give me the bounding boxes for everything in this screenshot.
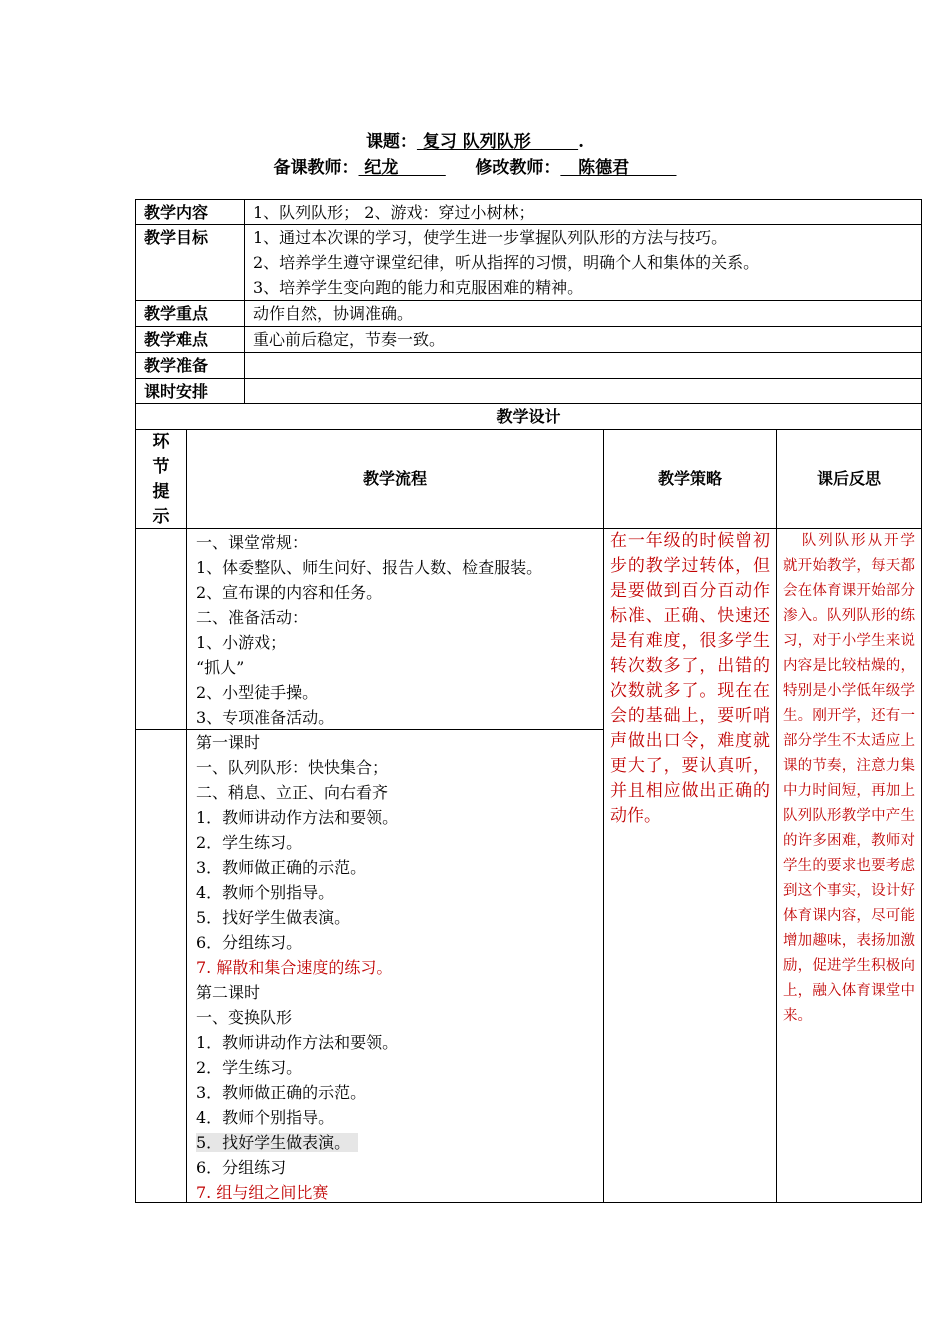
col-reflection-header: 课后反思 [816,469,881,488]
strategy-text: 在一年级的时候曾初步的教学过转体，但是要做到百分百动作标准、正确、快速还是有难度，很多学生转次数多了，出错的次数就多了。现在在会的基础上，要听哨声做出口令，难度就更大了，要认真听，并且相应做出正确的动作。 [610,531,770,826]
process-part1 [196,530,542,730]
process-part2 [196,730,398,1205]
process-line: 4．教师个别指导。 [196,1108,335,1127]
goal-1: 1、通过本次课的学习，使学生进一步掌握队列队形的方法与技巧。 [253,228,728,247]
col-process-header: 教学流程 [362,469,427,488]
goal-3: 3、培养学生变向跑的能力和克服困难的精神。 [253,278,584,297]
process-line: 1．教师讲动作方法和要领。 [196,808,399,827]
process-line: 4．教师个别指导。 [196,883,335,902]
goal-2: 2、培养学生遵守课堂纪律，听从指挥的习惯，明确个人和集体的关系。 [253,253,760,272]
process-line: 第一课时 [196,733,261,752]
key-label: 教学重点 [144,304,209,323]
reflection-text: 队列队形从开学就开始教学，每天都会在体育课开始部分渗入。队列队形的练习，对于小学生来说内容是比较枯燥的，特别是小学低年级学生。刚开学，还有一部分学生不太适应上课的节奏，注意力集中力时间短，再加上队列队形教学中产生的许多困难，教师对学生的要求也要考虑到这个事实，设计好体育课内容，尽可能增加趣味，表扬加激励，促进学生积极向上，融入体育课堂中来。 [783,533,915,1024]
process-line: 3．教师做正确的示范。 [196,1083,367,1102]
title-label: 课题： [365,132,417,152]
process-line: 1、体委整队、师生问好、报告人数、检查服装。 [196,558,543,577]
process-line: 2、宣布课的内容和任务。 [196,583,383,602]
process-line: 第二课时 [196,983,261,1002]
hint-char: 示 [152,507,170,527]
goal-label: 教学目标 [144,228,209,247]
process-line-shaded: 5．找好学生做表演。 [196,1133,358,1152]
process-line-highlight: 7. 组与组之间比赛 [196,1183,329,1202]
process-line: 3．教师做正确的示范。 [196,858,367,877]
col-strategy-header: 教学策略 [657,469,722,488]
prep-label: 教学准备 [144,356,209,375]
title-value: 复习 队列队形 [416,132,579,152]
hint-char: 节 [152,457,170,477]
lesson-title-line [0,127,950,152]
process-line: “抓人” [196,658,245,677]
difficulty-label: 教学难点 [144,330,209,349]
process-line: 5．找好学生做表演。 [196,908,351,927]
process-line-highlight: 7. 解散和集合速度的练习。 [196,958,393,977]
process-line: 一、队列队形：快快集合； [196,758,389,777]
col-hint-header [136,430,186,530]
schedule-label: 课时安排 [144,382,209,401]
hint-char: 环 [152,432,170,452]
content-label: 教学内容 [144,203,209,222]
edit-teacher-label: 修改教师： [475,158,561,178]
title-end: . [578,132,585,152]
process-line: 1．教师讲动作方法和要领。 [196,1033,399,1052]
process-line: 一、变换队形 [196,1008,293,1027]
process-line: 2、小型徒手操。 [196,683,319,702]
process-line: 2．学生练习。 [196,833,303,852]
process-line: 一、课堂常规： [196,533,309,552]
prep-teacher-value: 纪龙 [358,158,446,178]
process-line: 3、专项准备活动。 [196,708,335,727]
hint-char: 提 [152,482,170,502]
teacher-line [0,153,950,178]
process-line: 6．分组练习。 [196,933,303,952]
content-value: 1、队列队形； 2、游戏：穿过小树林； [253,203,535,222]
process-line: 6．分组练习 [196,1158,287,1177]
process-line: 二、稍息、立正、向右看齐 [196,783,389,802]
process-line: 二、准备活动： [196,608,309,627]
key-value: 动作自然，协调准确。 [253,304,414,323]
edit-teacher-value: 陈德君 [560,158,677,178]
process-line: 1、小游戏； [196,633,287,652]
design-heading: 教学设计 [496,407,561,426]
process-line: 2．学生练习。 [196,1058,303,1077]
difficulty-value: 重心前后稳定，节奏一致。 [253,330,446,349]
prep-teacher-label: 备课教师： [273,158,359,178]
